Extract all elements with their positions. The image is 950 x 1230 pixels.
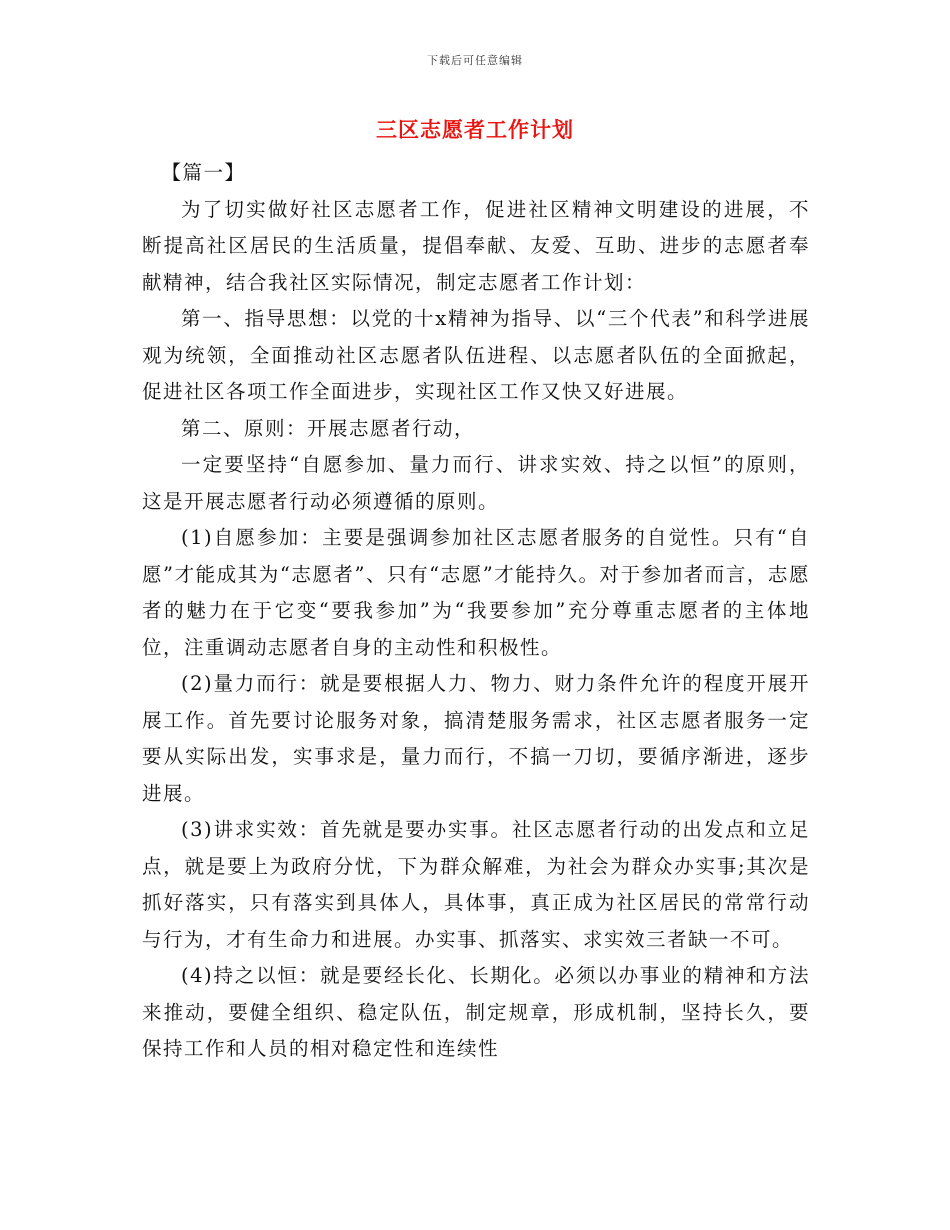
paragraph-intro: 为了切实做好社区志愿者工作，促进社区精神文明建设的进展，不断提高社区居民的生活质量，提倡奉献、友爱、互助、进步的志愿者奉献精神，结合我社区实际情况，制定志愿者工作计划： xyxy=(142,197,810,294)
paragraph-persistence: (4)持之以恒：就是要经长化、长期化。必须以办事业的精神和方法来推动，要健全组织、稳定队伍，制定规章，形成机制，坚持长久，要保持工作和人员的相对稳定性和连续性 xyxy=(142,964,810,1060)
header-note: 下载后可任意编辑 xyxy=(427,54,523,67)
document-body xyxy=(142,155,810,1068)
paragraph-effectiveness: (3)讲求实效：首先就是要办实事。社区志愿者行动的出发点和立足点，就是要上为政府分忧，下为群众解难，为社会为群众办实事;其次是抓好落实，只有落实到具体人，具体事，真正成为社区居民的常常行动与行为，才有生命力和进展。办实事、抓落实、求实效三者缺一不可。 xyxy=(142,818,810,951)
paragraph-principles: 一定要坚持“自愿参加、量力而行、讲求实效、持之以恒”的原则，这是开展志愿者行动必须遵循的原则。 xyxy=(142,453,810,513)
paragraph-capability: (2)量力而行：就是要根据人力、物力、财力条件允许的程度开展开展工作。首先要讨论服务对象，搞清楚服务需求，社区志愿者服务一定要从实际出发，实事求是，量力而行，不搞一刀切，要循序渐进，逐步进展。 xyxy=(142,672,810,805)
paragraph-guiding-thought: 第一、指导思想：以党的十x精神为指导、以“三个代表”和科学进展观为统领，全面推动社区志愿者队伍进程、以志愿者队伍的全面掀起，促进社区各项工作全面进步，实现社区工作又快又好进展。 xyxy=(142,307,810,403)
section-label: 【篇一】 xyxy=(161,161,246,184)
paragraph-principle-heading: 第二、原则：开展志愿者行动， xyxy=(181,416,476,440)
paragraph-voluntary: (1)自愿参加：主要是强调参加社区志愿者服务的自觉性。只有“自愿”才能成其为“志愿者”、只有“志愿”才能持久。对于参加者而言，志愿者的魅力在于它变“要我参加”为“我要参加”充分尊重志愿者的主体地位，注重调动志愿者自身的主动性和积极性。 xyxy=(142,526,810,659)
document-title: 三区志愿者工作计划 xyxy=(376,117,574,142)
